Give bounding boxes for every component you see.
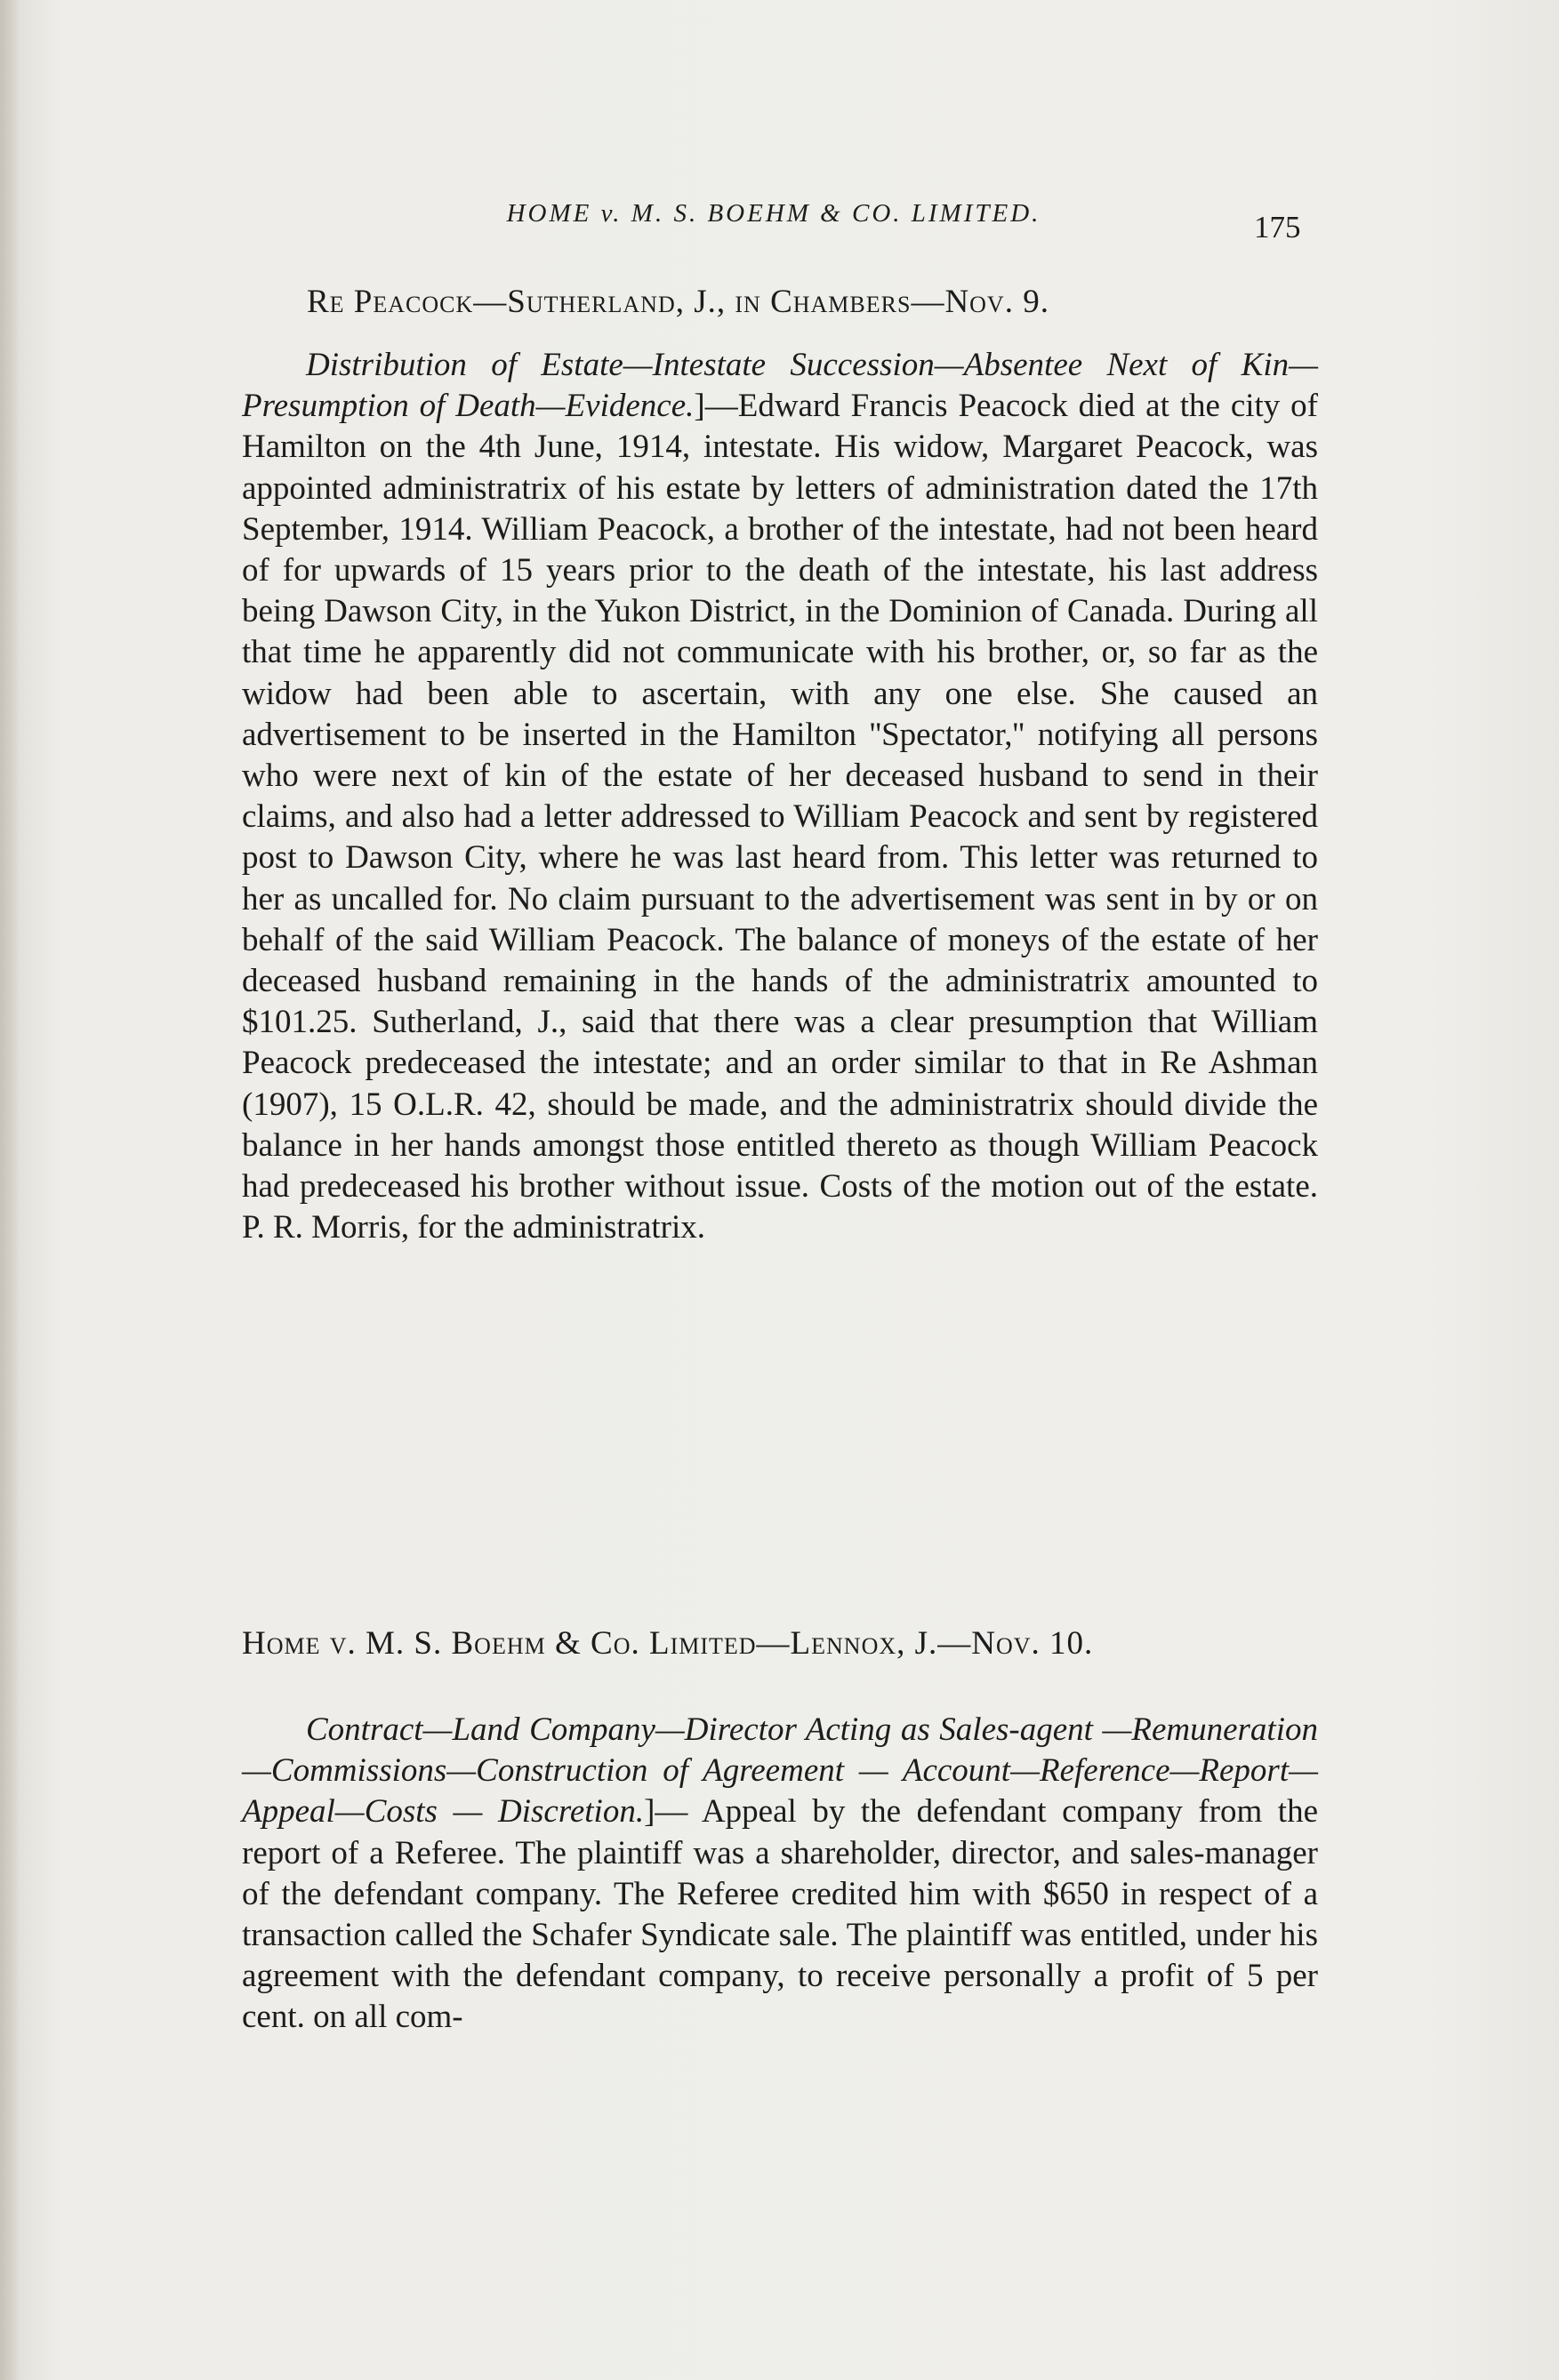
catchwords: Distribution of Estate—Intestate Succession—Absentee Next of Kin—Presumption of Death—Evidence. [242,347,1318,425]
case-heading-re-peacock: Re Peacock—Sutherland, J., in Chambers—Nov. 9. [307,284,1049,320]
case-report-home-v-boehm [242,1710,1318,2039]
page-number: 175 [1254,210,1301,244]
case-report-re-peacock [242,345,1318,1248]
case-body: ]—Edward Francis Peacock died at the city of Hamilton on the 4th June, 1914, intestate. His widow, Margaret Peacock, was appointed administratrix of his estate by letters of administration dated the 17th September, 1914. William Peacock, a brother of the intestate, had not been heard of for upwards of 15 years prior to the death of the intestate, his last address being Dawson City, in the Yukon District, in the Dominion of Canada. During all that time he apparently did not communicate with his brother, or, so far as the widow had been able to ascertain, with any one else. She caused an advertisement to be inserted in the Hamilton ''Spectator,'' notifying all persons who were next of kin of the estate of her deceased husband to send in their claims, and also had a letter addressed to William Peacock and sent by registered post to Dawson City, where he was last heard from. This letter was returned to her as uncalled for. No claim pursuant to the advertisement was sent in by or on behalf of the said William Peacock. The balance of moneys of the estate of her deceased husband remaining in the hands of the administratrix amounted to $101.25. Sutherland, J., said that there was a clear presumption that William Peacock predeceased the intestate; and an order similar to that in Re Ashman (1907), 15 O.L.R. 42, should be made, and the administratrix should divide the balance in her hands amongst those entitled thereto as though William Peacock had predeceased his brother without issue. Costs of the motion out of the estate. P. R. Morris, for the administratrix. [242,388,1318,1246]
case-heading-home-v-boehm: Home v. M. S. Boehm & Co. Limited—Lennox, J.—Nov. 10. [242,1625,1094,1662]
running-head: HOME v. M. S. BOEHM & CO. LIMITED. [506,199,1041,228]
catchwords: Contract—Land Company—Director Acting as Sales-agent —Remuneration—Commissions—Construction of Agreement — Account—Reference—Report—Appeal—Costs — Discretion. [242,1711,1318,1831]
case-body: ]— Appeal by the defendant company from the report of a Referee. The plaintiff was a shareholder, director, and sales-manager of the defendant company. The Referee credited him with $650 in respect of a transaction called the Schafer Syndicate sale. The plaintiff was entitled, under his agreement with the defendant company, to receive personally a profit of 5 per cent. on all com- [242,1793,1318,2036]
gutter-shadow [0,0,20,2380]
